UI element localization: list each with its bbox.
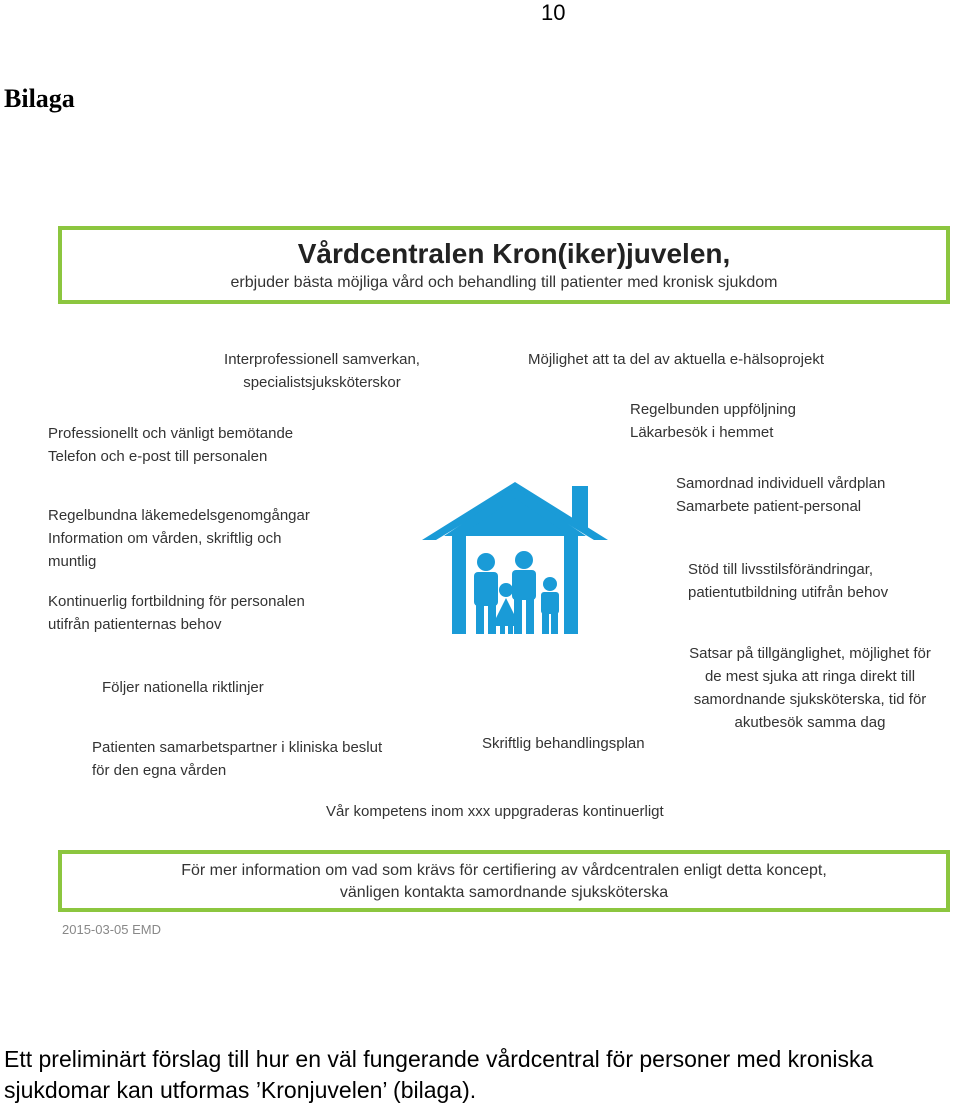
item-patient-partner: [92, 736, 472, 782]
item-line: akutbesök samma dag: [734, 714, 886, 731]
item-line: Möjlighet att ta del av aktuella e-hälsoprojekt: [528, 351, 825, 368]
appendix-heading: Bilaga: [4, 84, 75, 113]
item-competence: Vår kompetens inom xxx uppgraderas kontinuerligt: [326, 803, 664, 820]
item-line: Samarbete patient-personal: [676, 498, 862, 515]
item-line: specialistsjuksköterskor: [243, 374, 401, 391]
poster-footer-text: [62, 860, 946, 904]
item-line: muntlig: [48, 553, 97, 570]
item-continuous-training: [48, 590, 378, 636]
item-line: Samordnad individuell vårdplan: [676, 475, 886, 492]
item-interprofessional: [192, 348, 452, 394]
date-stamp: 2015-03-05 EMD: [62, 922, 161, 937]
item-ehealth: [528, 348, 908, 371]
item-national-guidelines: [102, 676, 362, 699]
item-line: Professionellt och vänligt bemötande: [48, 425, 294, 442]
item-line: patientutbildning utifrån behov: [688, 584, 889, 601]
item-treatment-plan: Skriftlig behandlingsplan: [482, 735, 645, 752]
item-regular-followup: [630, 398, 890, 444]
item-lifestyle-support: [688, 558, 950, 604]
figure-caption: Ett preliminärt förslag till hur en väl fungerande vårdcentral för personer med kroniska sjukdomar kan utformas ’Kronjuvelen’ (bilaga).: [4, 1046, 874, 1103]
item-line: Regelbunden uppföljning: [630, 401, 796, 418]
poster-footer-box: [58, 850, 950, 912]
item-line: Regelbundna läkemedelsgenomgångar: [48, 507, 310, 524]
item-line: Följer nationella riktlinjer: [102, 679, 264, 696]
item-line: Stöd till livsstilsförändringar,: [688, 561, 874, 578]
poster-subtitle: erbjuder bästa möjliga vård och behandling till patienter med kronisk sjukdom: [230, 274, 778, 291]
footer-line: vänligen kontakta samordnande sjuksköterska: [339, 884, 669, 901]
item-accessibility: [656, 642, 960, 734]
item-line: Interprofessionell samverkan,: [224, 351, 420, 368]
item-professional-treatment: [48, 422, 368, 468]
item-line: Satsar på tillgänglighet, möjlighet för: [689, 645, 931, 662]
item-line: utifrån patienternas behov: [48, 616, 222, 633]
item-medication-reviews: [48, 504, 378, 573]
item-line: för den egna vården: [92, 762, 227, 779]
poster-title-box: [58, 226, 950, 304]
item-care-plan: [676, 472, 946, 518]
page-number: 10: [541, 0, 566, 25]
kronjuvelen-poster: [48, 222, 952, 942]
item-line: Information om vården, skriftlig och: [48, 530, 282, 547]
item-line: samordnande sjuksköterska, tid för: [693, 691, 927, 708]
footer-line: För mer information om vad som krävs för certifiering av vårdcentralen enligt detta koncept,: [181, 862, 827, 879]
item-line: Patienten samarbetspartner i kliniska beslut: [92, 739, 383, 756]
item-line: Kontinuerlig fortbildning för personalen: [48, 593, 305, 610]
item-line: Läkarbesök i hemmet: [630, 424, 774, 441]
item-line: de mest sjuka att ringa direkt till: [704, 668, 916, 685]
poster-title: Vårdcentralen Kron(iker)juvelen,: [297, 238, 731, 269]
house-family-icon: [422, 478, 608, 638]
item-line: Telefon och e-post till personalen: [48, 448, 268, 465]
